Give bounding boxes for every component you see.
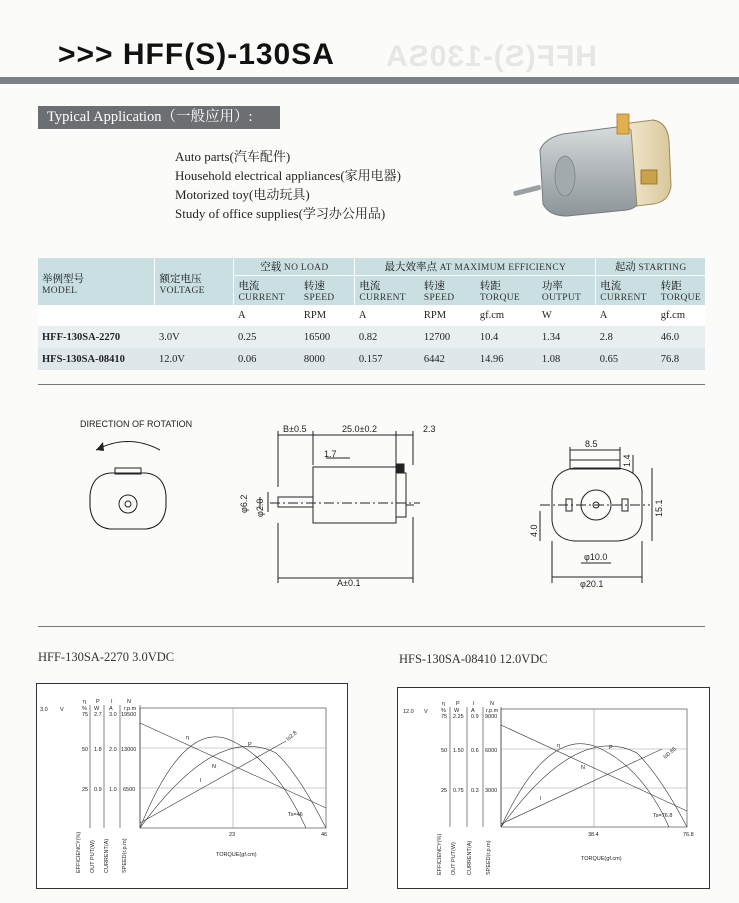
axis-unit: W [94, 706, 100, 712]
dim-width: 8.5 [585, 439, 598, 449]
value-cell: 76.8 [657, 348, 705, 370]
dim-length: 25.0±0.2 [342, 424, 377, 434]
axis-unit: N [127, 699, 131, 705]
x-axis-label: TORQUE(gf.cm) [216, 852, 257, 858]
axis-tick: 1.0 [109, 787, 117, 793]
axis-tick: 9000 [485, 714, 498, 720]
axis-unit: % [441, 708, 446, 714]
value-cell: 0.82 [355, 326, 420, 348]
axis-tick: 6500 [123, 787, 136, 793]
axis-unit: A [471, 708, 475, 714]
voltage-unit: V [60, 707, 64, 713]
axis-tick: 50 [441, 748, 448, 754]
dimension-drawings [0, 395, 739, 610]
axis-tick: 25 [441, 788, 448, 794]
axis-unit: W [454, 708, 460, 714]
ghost-title-watermark: HFF(S)-130SA [385, 40, 598, 73]
axis-unit: N [490, 701, 494, 707]
axis-tick: 6000 [485, 748, 498, 754]
value-cell: 14.96 [476, 348, 538, 370]
dim-b: B±0.5 [283, 424, 307, 434]
model-header: 举例型号 MODEL [38, 258, 155, 305]
unit-cell: A [234, 305, 300, 326]
x-axis-label: TORQUE(gf.cm) [581, 856, 622, 862]
column-header: 转距 TORQUE [476, 275, 538, 305]
value-cell: 12700 [420, 326, 476, 348]
column-header: 转速 SPEED [300, 275, 355, 305]
voltage-header: 额定电压 VOLTAGE [155, 258, 234, 305]
section-divider [38, 384, 705, 385]
voltage-cell: 3.0V [155, 326, 234, 348]
curve-label: P [248, 742, 252, 748]
x-tick: 46 [321, 832, 328, 838]
curve-label: P [609, 745, 613, 751]
axis-unit: η [83, 699, 87, 705]
curve-label: Ts=76.8 [653, 813, 673, 819]
axis-tick: 25 [82, 787, 89, 793]
axis-unit: I [473, 701, 475, 707]
voltage-label: 3.0 [40, 707, 48, 713]
rotation-arrow-icon [96, 442, 160, 451]
dim-h2: 15.1 [654, 499, 664, 517]
y-axis-name: EFFICIENCY(%) [437, 833, 443, 875]
axis-tick: 1.50 [453, 748, 464, 754]
rotation-label: DIRECTION OF ROTATION [80, 419, 193, 429]
unit-cell: RPM [300, 305, 355, 326]
value-cell: 46.0 [657, 326, 705, 348]
value-cell: 16500 [300, 326, 355, 348]
dim-d2: φ20.1 [580, 579, 604, 589]
unit-cell: A [355, 305, 420, 326]
curve-label: η [557, 743, 561, 749]
page-title: >>> HFF(S)-130SA [58, 38, 335, 71]
units-row [38, 305, 705, 326]
axis-unit: % [82, 706, 87, 712]
curve-label: I [200, 778, 202, 784]
axis-tick: 75 [82, 712, 89, 718]
axis-unit: A [109, 706, 113, 712]
value-cell: 0.65 [596, 348, 657, 370]
value-cell: 1.08 [538, 348, 596, 370]
curve-label: Is0.65 [662, 746, 678, 761]
application-item: Auto parts(汽车配件) [175, 149, 291, 164]
axis-tick: 2.7 [94, 712, 102, 718]
axis-tick: 1.8 [94, 747, 102, 753]
side-view [260, 431, 420, 583]
curve-label: I [540, 796, 542, 802]
axis-unit: P [96, 699, 100, 705]
axis-tick: 50 [82, 747, 89, 753]
dim-h3: 4.0 [529, 524, 539, 537]
axis-tick: 0.9 [471, 714, 479, 720]
axis-tick: 2.25 [453, 714, 464, 720]
header-divider [0, 77, 739, 84]
value-cell: 6442 [420, 348, 476, 370]
axis-tick: 3.0 [109, 712, 117, 718]
value-cell: 0.157 [355, 348, 420, 370]
value-cell: 2.8 [596, 326, 657, 348]
performance-chart-right [397, 687, 710, 889]
curve-title-left: HFF-130SA-2270 3.0VDC [38, 650, 175, 664]
x-tick: 23 [229, 832, 236, 838]
application-list [175, 147, 401, 223]
dim-h1: 1.4 [622, 454, 632, 467]
column-header: 电流 CURRENT [234, 275, 300, 305]
application-item: Household electrical appliances(家用电器) [175, 168, 401, 183]
curve-label: Is2.8 [285, 730, 299, 743]
voltage-cell: 12.0V [155, 348, 234, 370]
x-tick: 76.8 [683, 832, 694, 838]
model-cell: HFF-130SA-2270 [38, 326, 155, 348]
column-header: 电流 CURRENT [355, 275, 420, 305]
y-axis-name: OUT PUT(W) [451, 842, 457, 875]
dim-end: 2.3 [423, 424, 436, 434]
column-header: 转距 TORQUE [657, 275, 705, 305]
unit-cell: A [596, 305, 657, 326]
axis-tick: 19500 [121, 712, 137, 718]
axis-unit: r.p.m [124, 706, 137, 712]
axis-unit: η [442, 701, 446, 707]
curve-title-right: HFS-130SA-08410 12.0VDC [399, 652, 548, 666]
dim-shaft-d1: φ6.2 [239, 494, 249, 513]
application-item: Study of office supplies(学习办公用品) [175, 206, 386, 221]
axis-tick: 2.0 [109, 747, 117, 753]
axis-unit: I [111, 699, 113, 705]
unit-cell: W [538, 305, 596, 326]
value-cell: 10.4 [476, 326, 538, 348]
starting-header: 起动 STARTING [596, 258, 705, 275]
voltage-label: 12.0 [403, 709, 414, 715]
y-axis-name: CURRENT(A) [467, 840, 473, 875]
value-cell: 1.34 [538, 326, 596, 348]
curve-label: Ts=46 [288, 812, 303, 818]
dim-a: A±0.1 [337, 578, 361, 588]
column-header: 功率 OUTPUT [538, 275, 596, 305]
x-tick: 38.4 [588, 832, 599, 838]
dim-step: 1.7 [324, 449, 337, 459]
axis-tick: 13000 [121, 747, 137, 753]
axis-tick: 0.6 [471, 748, 479, 754]
y-axis-name: SPEED(r.p.m) [122, 838, 128, 873]
column-header: 转速 SPEED [420, 275, 476, 305]
y-axis-name: CURRENT(A) [104, 838, 110, 873]
value-cell: 0.25 [234, 326, 300, 348]
voltage-unit: V [424, 709, 428, 715]
max-efficiency-header: 最大效率点 AT MAXIMUM EFFICIENCY [355, 258, 596, 275]
axis-unit: P [456, 701, 460, 707]
dim-shaft-d2: φ2.0 [255, 498, 265, 517]
y-axis-name: OUT PUT(W) [90, 840, 96, 873]
unit-cell: gf.cm [657, 305, 705, 326]
spec-table [38, 258, 705, 370]
y-axis-name: EFFICIENCY(%) [76, 831, 82, 873]
curve-label: N [212, 764, 216, 770]
axis-tick: 0.75 [453, 788, 464, 794]
axis-tick: 3000 [485, 788, 498, 794]
typical-application-heading: Typical Application（一般应用）: [38, 106, 280, 129]
axis-tick: 75 [441, 714, 448, 720]
curve-label: N [581, 765, 585, 771]
no-load-header: 空载 NO LOAD [234, 258, 355, 275]
axis-unit: r.p.m [486, 708, 499, 714]
rotation-view [80, 419, 192, 529]
application-item: Motorized toy(电动玩具) [175, 187, 310, 202]
y-axis-name: SPEED(r.p.m) [486, 840, 492, 875]
curve-label: η [186, 735, 190, 741]
value-cell: 8000 [300, 348, 355, 370]
axis-tick: 0.9 [94, 787, 102, 793]
dim-d1: φ10.0 [584, 552, 608, 562]
unit-cell: gf.cm [476, 305, 538, 326]
column-header: 电流 CURRENT [596, 275, 657, 305]
table-row [38, 348, 705, 370]
motor-photo [505, 110, 675, 230]
axis-tick: 0.3 [471, 788, 479, 794]
value-cell: 0.06 [234, 348, 300, 370]
performance-chart-left [36, 683, 348, 889]
end-view [540, 447, 652, 583]
model-cell: HFS-130SA-08410 [38, 348, 155, 370]
unit-cell: RPM [420, 305, 476, 326]
table-row [38, 326, 705, 348]
section-divider [38, 626, 705, 627]
